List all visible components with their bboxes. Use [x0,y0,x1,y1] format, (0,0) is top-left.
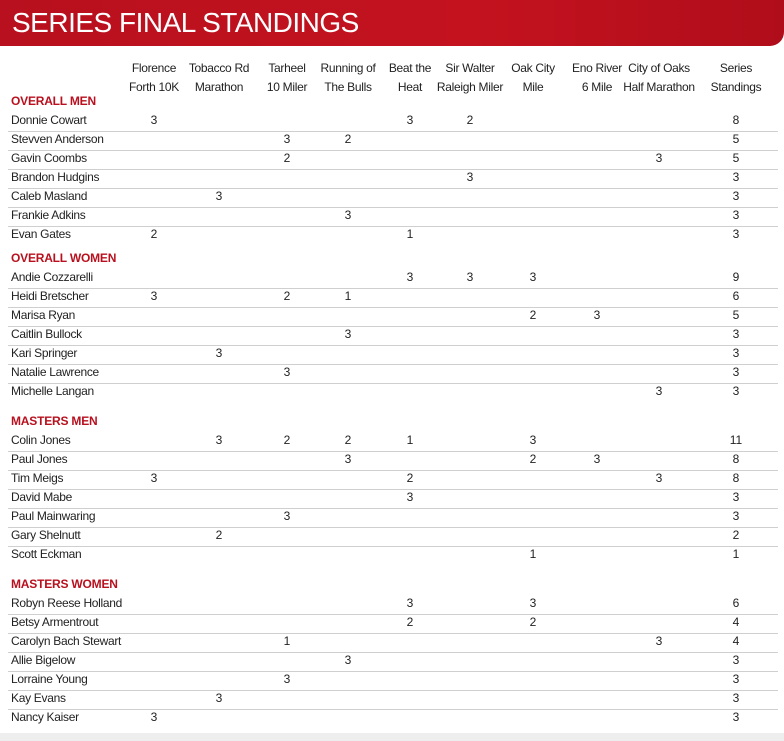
series-total: 3 [732,346,740,360]
runner-name: Tim Meigs [11,471,64,485]
table-row [8,383,778,402]
column-header: Running of The Bulls [320,61,376,94]
series-total: 4 [732,634,740,648]
column-header: Oak City Mile [511,61,555,94]
race-points: 2 [529,615,537,629]
race-points: 3 [215,691,223,705]
race-points: 1 [283,634,291,648]
race-points: 2 [529,308,537,322]
race-points: 3 [150,471,158,485]
race-points: 3 [466,270,474,284]
race-points: 3 [529,596,537,610]
runner-name: Evan Gates [11,227,71,241]
race-points: 3 [406,270,414,284]
series-total: 3 [732,365,740,379]
table-row [8,671,778,691]
table-row [8,269,778,289]
table-row [8,709,778,728]
race-points: 3 [466,170,474,184]
runner-name: Gavin Coombs [11,151,87,165]
series-total: 8 [732,471,740,485]
series-total: 6 [732,596,740,610]
section-heading: OVERALL MEN [11,94,96,108]
runner-name: Robyn Reese Holland [11,596,123,610]
series-total: 9 [732,270,740,284]
race-points: 1 [344,289,352,303]
race-points: 3 [655,151,663,165]
table-row [8,690,778,710]
column-header: Eno River 6 Mile [572,61,622,94]
series-total: 1 [732,547,740,561]
runner-name: Paul Mainwaring [11,509,96,523]
table-row [8,364,778,384]
table-row [8,489,778,509]
table-row [8,169,778,189]
runner-name: Nancy Kaiser [11,710,79,724]
table-row [8,326,778,346]
runner-name: Donnie Cowart [11,113,87,127]
runner-name: David Mabe [11,490,73,504]
column-header: City of Oaks Half Marathon [623,61,695,94]
race-points: 2 [344,433,352,447]
race-points: 3 [406,596,414,610]
race-points: 3 [215,346,223,360]
table-row [8,345,778,365]
runner-name: Gary Shelnutt [11,528,81,542]
runner-name: Paul Jones [11,452,68,466]
series-total: 3 [732,227,740,241]
race-points: 3 [150,289,158,303]
series-total: 3 [732,189,740,203]
series-total: 3 [732,327,740,341]
race-points: 1 [529,547,537,561]
column-header: Beat the Heat [388,61,432,94]
column-header: Tobacco Rd Marathon [188,61,250,94]
column-header: Series Standings [710,61,762,94]
race-points: 2 [150,227,158,241]
runner-name: Lorraine Young [11,672,88,686]
table-row [8,546,778,565]
series-total: 5 [732,151,740,165]
race-points: 3 [283,132,291,146]
table-row [8,470,778,490]
series-total: 4 [732,615,740,629]
table-row [8,508,778,528]
race-points: 3 [406,490,414,504]
table-row [8,652,778,672]
column-header: Tarheel 10 Miler [266,61,308,94]
race-points: 3 [150,710,158,724]
runner-name: Andie Cozzarelli [11,270,93,284]
race-points: 3 [406,113,414,127]
bottom-strip [0,733,784,741]
table-row [8,451,778,471]
race-points: 2 [529,452,537,466]
runner-name: Heidi Bretscher [11,289,89,303]
runner-name: Colin Jones [11,433,71,447]
runner-name: Kari Springer [11,346,78,360]
table-row [8,150,778,170]
race-points: 3 [150,113,158,127]
race-points: 3 [655,471,663,485]
race-points: 3 [283,672,291,686]
runner-name: Scott Eckman [11,547,82,561]
series-total: 3 [732,653,740,667]
series-total: 3 [732,490,740,504]
series-total: 11 [729,433,743,447]
race-points: 1 [406,227,414,241]
race-points: 3 [215,433,223,447]
runner-name: Betsy Armentrout [11,615,99,629]
series-total: 5 [732,308,740,322]
series-total: 3 [732,710,740,724]
series-total: 3 [732,509,740,523]
race-points: 3 [655,634,663,648]
race-points: 3 [529,270,537,284]
runner-name: Brandon Hudgins [11,170,100,184]
runner-name: Caleb Masland [11,189,88,203]
race-points: 3 [529,433,537,447]
table-row [8,527,778,547]
section-heading: MASTERS WOMEN [11,577,118,591]
runner-name: Frankie Adkins [11,208,86,222]
race-points: 2 [215,528,223,542]
race-points: 2 [283,151,291,165]
race-points: 3 [593,452,601,466]
race-points: 3 [283,509,291,523]
race-points: 3 [344,208,352,222]
page-title: SERIES FINAL STANDINGS [12,7,359,38]
race-points: 3 [283,365,291,379]
runner-name: Natalie Lawrence [11,365,99,379]
series-total: 3 [732,672,740,686]
race-points: 2 [283,433,291,447]
table-row [8,307,778,327]
runner-name: Allie Bigelow [11,653,76,667]
series-total: 6 [732,289,740,303]
race-points: 3 [215,189,223,203]
table-row [8,288,778,308]
table-row [8,226,778,245]
table-row [8,188,778,208]
race-points: 3 [344,452,352,466]
table-row [8,633,778,653]
runner-name: Caitlin Bullock [11,327,82,341]
table-row [8,432,778,452]
table-row [8,131,778,151]
series-total: 2 [732,528,740,542]
title-banner [0,0,784,46]
section-heading: OVERALL WOMEN [11,251,117,265]
runner-name: Kay Evans [11,691,66,705]
series-total: 8 [732,452,740,466]
race-points: 2 [344,132,352,146]
series-total: 3 [732,691,740,705]
series-total: 3 [732,384,740,398]
race-points: 2 [406,471,414,485]
series-total: 3 [732,208,740,222]
series-total: 8 [732,113,740,127]
runner-name: Michelle Langan [11,384,94,398]
runner-name: Marisa Ryan [11,308,76,322]
series-total: 5 [732,132,740,146]
race-points: 2 [466,113,474,127]
runner-name: Carolyn Bach Stewart [11,634,122,648]
column-header: Florence Forth 10K [129,61,179,94]
race-points: 2 [283,289,291,303]
runner-name: Stevven Anderson [11,132,104,146]
table-row [8,207,778,227]
race-points: 2 [406,615,414,629]
series-total: 3 [732,170,740,184]
table-row [8,112,778,132]
table-row [8,614,778,634]
race-points: 3 [593,308,601,322]
race-points: 3 [344,327,352,341]
table-row [8,595,778,615]
column-header: Sir Walter Raleigh Miler [436,61,504,94]
section-heading: MASTERS MEN [11,414,98,428]
race-points: 3 [655,384,663,398]
race-points: 3 [344,653,352,667]
race-points: 1 [406,433,414,447]
